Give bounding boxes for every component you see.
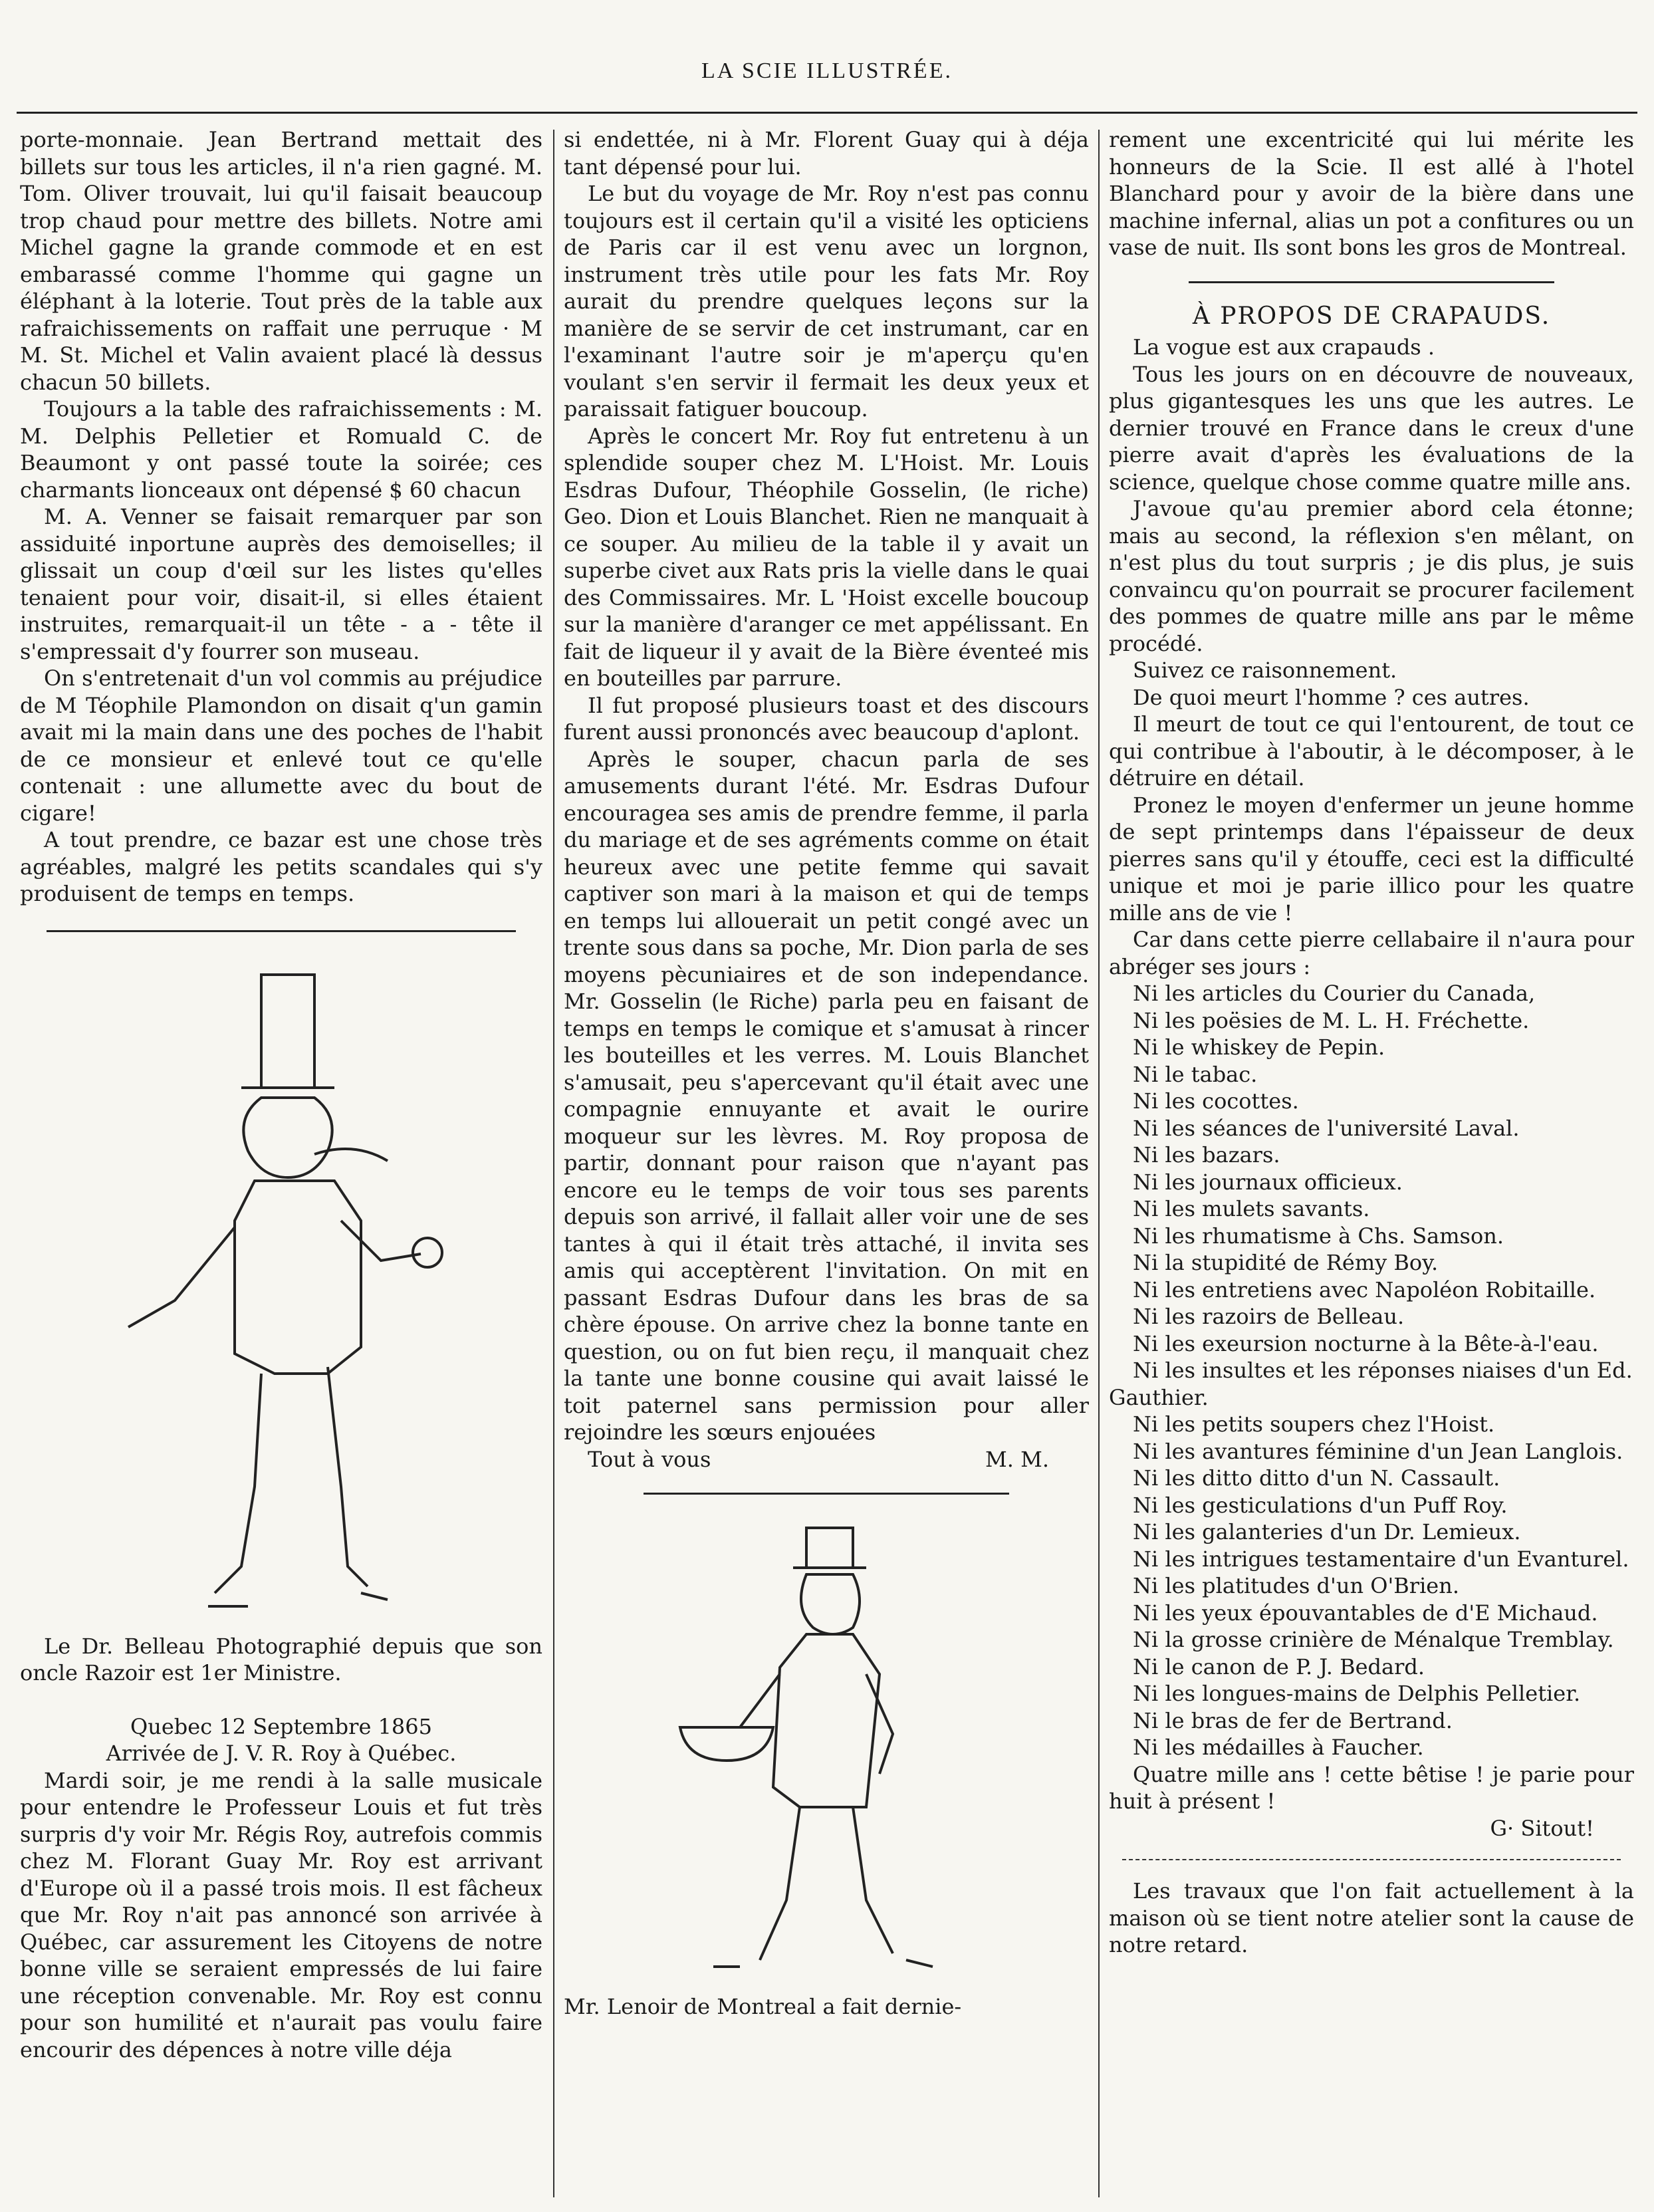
column-divider: [553, 130, 554, 2197]
paragraph: On s'entretenait d'un vol commis au préjudice de M Téophile Plamondon on disait q'un gamin avait mi la main dans une des poches de l'habit de ce monsieur et enlevé tout ce qu'elle contenait : une allumette avec du bout de cigare!: [20, 666, 542, 826]
list-item: Ni les petits soupers chez l'Hoist.: [1133, 1412, 1495, 1437]
list-item: Ni les galanteries d'un Dr. Lemieux.: [1133, 1519, 1521, 1544]
column-2: [564, 126, 1089, 2194]
signoff: [564, 1446, 1089, 1473]
paragraph: Car dans cette pierre cellabaire il n'aura pour abréger ses jours :: [1109, 927, 1634, 979]
list-item: Ni les yeux épouvantables de d'E Michaud.: [1133, 1600, 1598, 1626]
signature: G· Sitout!: [1490, 1815, 1594, 1841]
signoff-text: Tout à vous: [588, 1446, 711, 1472]
paragraph: A tout prendre, ce bazar est une chose très agréables, malgré les petits scandales qui s'y produisent de temps en temps.: [20, 827, 542, 906]
masthead: LA SCIE ILLUSTRÉE.: [701, 59, 953, 83]
list-item: Ni les rhumatisme à Chs. Samson.: [1133, 1223, 1504, 1249]
column-3: [1109, 126, 1634, 2194]
paragraph: rement une excentricité qui lui mérite les honneurs de la Scie. Il est allé à l'hotel Blanchard pour y avoir de la bière dans une machine infernal, alias un pot a confitures ou un vase de nuit. Ils sont bons les gros de Montreal.: [1109, 127, 1634, 260]
paragraph: Il fut proposé plusieurs toast et des discours furent aussi prononcés avec beaucoup d'aplont.: [564, 692, 1089, 745]
list-item: Ni les médailles à Faucher.: [1133, 1735, 1424, 1760]
list-item: Ni les gesticulations d'un Puff Roy.: [1133, 1492, 1508, 1518]
paragraph: Le but du voyage de Mr. Roy n'est pas connu toujours est il certain qu'il a visité les opticiens de Paris car il est venu avec un lorgnon, instrument très utile pour les fats Mr. Roy aurait du prendre quelques leçons sur la manière de se servir de cet instrumant, car en l'examinant l'autre soir je m'aperçu qu'en voulant s'en servir il fermait les deux yeux et paraissait fatiguer boucoup.: [564, 181, 1089, 422]
list-item: Ni le bras de fer de Bertrand.: [1133, 1707, 1453, 1733]
section-rule: [644, 1493, 1009, 1495]
paragraph: De quoi meurt l'homme ? ces autres.: [1133, 684, 1530, 710]
paragraph: Tous les jours on en découvre de nouveaux, plus gigantesques les uns que les autres. Le dernier trouvé en France dans le creux d'une pierre avait d'après les évaluations de la science, quelque chose comme quatre mille ans.: [1109, 361, 1634, 495]
paragraph: Les travaux que l'on fait actuellement à la maison où se tient notre atelier sont la cause de notre retard.: [1109, 1878, 1634, 1957]
list-item: Ni les platitudes d'un O'Brien.: [1133, 1573, 1460, 1598]
section-rule: [47, 930, 516, 932]
list-item: Ni les exeursion nocturne à la Bête-à-l'eau.: [1133, 1330, 1599, 1356]
list-item: Ni le canon de P. J. Bedard.: [1133, 1654, 1425, 1679]
list-item: Ni les journaux officieux.: [1133, 1169, 1403, 1195]
paragraph: J'avoue qu'au premier abord cela étonne; mais au second, la réflexion s'en mêlant, on n'est plus du tout surpris ; je dis plus, je suis convaincu qu'on pourrait se procurer facilement des pommes de quatre mille ans par le même procédé.: [1109, 496, 1634, 656]
paragraph: Mr. Lenoir de Montreal a fait dernie-: [564, 1994, 962, 2019]
list-item: Ni les articles du Courier du Canada,: [1133, 981, 1536, 1006]
list-item: Ni le tabac.: [1133, 1061, 1258, 1087]
paragraph: Pronez le moyen d'enfermer un jeune homme de sept printemps dans l'épaisseur de deux pierres sans qu'il y étouffe, ceci est la difficulté unique et moi je parie illico pour les quatre mille ans de vie !: [1109, 792, 1634, 925]
paragraph: Quatre mille ans ! cette bêtise ! je parie pour huit à présent !: [1109, 1761, 1634, 1814]
list-item: Ni les mulets savants.: [1133, 1196, 1370, 1221]
list-item: Ni les entretiens avec Napoléon Robitaille.: [1133, 1277, 1596, 1302]
list-item: Ni la stupidité de Rémy Boy.: [1133, 1250, 1439, 1275]
list-item: Ni les intrigues testamentaire d'un Evanturel.: [1133, 1546, 1629, 1572]
paragraph: Suivez ce raisonnement.: [1133, 658, 1397, 683]
section-rule: [1189, 281, 1554, 283]
paragraph: Après le souper, chacun parla de ses amusements durant l'été. Mr. Esdras Dufour encouragea ses amis de prendre femme, il parla du mariage et de ses agréments comme on était heureux avec une petite femme qui savait captiver son mari à la maison et qui de temps en temps lui allouerait un petit congé avec un trente sous dans sa poche, Mr. Dion parla de ses moyens pècuniaires et de son independance. Mr. Gosselin (le Riche) parla peu en faisant de temps en temps le comique et s'amusat à rincer les bouteilles et les verres. M. Louis Blanchet s'amusait, peu s'apercevant qu'il était avec une compagnie ennuyante et avait le ourire moqueur sur les lèvres. M. Roy proposa de partir, donnant pour raison que n'ayant pas encore eu le temps de voir tous ses parents depuis son arrivé, il fallait aller voir une de ses tantes à qui il était très attaché, il invita ses amis qui acceptèrent l'invitation. On mit en passant Esdras Dufour dans les bras de sa chère épouse. On arrive chez la bonne tante en question, ou on fut bien reçu, il manquait chez la tante une bonne cousine qui avait laissé le toit paternel sans permission pour aller rejoindre les sœurs enjouées: [564, 746, 1089, 1445]
paragraph: Toujours a la table des rafraichissements : M. M. Delphis Pelletier et Romuald C. de Beaumont y ont passé toute la soirée; ces charmants lionceaux ont dépensé $ 60 chacun: [20, 396, 542, 503]
illustration-caption: Le Dr. Belleau Photographié depuis que son oncle Razoir est 1er Ministre.: [20, 1633, 542, 1685]
list-item: Ni les insultes et les réponses niaises d'un Ed. Gauthier.: [1109, 1358, 1633, 1410]
article-heading: À PROPOS DE CRAPAUDS.: [1192, 302, 1551, 330]
list-item: Ni les bazars.: [1133, 1142, 1280, 1167]
paragraph: Après le concert Mr. Roy fut entretenu à un splendide souper chez M. L'Hoist. Mr. Louis Esdras Dufour, Théophile Gosselin, (le riche) Geo. Dion et Louis Blanchet. Rien ne manquait à ce souper. Au milieu de la table il y avait un superbe civet aux Rats pris la vielle dans le quai des Commissaires. Mr. L 'Hoist excelle boucoup sur la manière d'aranger ce met appélissant. En fait de liqueur il y avait de la Bière éventeé mis en bouteilles par parrure.: [564, 423, 1089, 691]
list-item: Ni les longues-mains de Delphis Pelletier.: [1133, 1681, 1581, 1706]
paragraph: M. A. Venner se faisait remarquer par son assiduité inportune auprès des demoiselles; il glissait un coup d'œil sur les listes qu'elles tenaient pour voir, disait-il, si elles étaient instruites, remarquait-il un tête - a - tête il s'empressait d'y fourrer son museau.: [20, 504, 542, 664]
section-rule: [1122, 1859, 1621, 1860]
paragraph: si endettée, ni à Mr. Florent Guay qui à déja tant dépensé pour lui.: [564, 127, 1089, 180]
masthead-rule: [17, 112, 1637, 114]
paragraph: Il meurt de tout ce qui l'entourent, de tout ce qui contribue à l'aboutir, à le décomposer, à le détruire en détail.: [1109, 711, 1634, 791]
list-item: Ni le whiskey de Pepin.: [1133, 1035, 1385, 1060]
list-item: Ni la grosse crinière de Ménalque Tremblay.: [1133, 1627, 1614, 1652]
paragraph: porte-monnaie. Jean Bertrand mettait des billets sur tous les articles, il n'a rien gagné. M. Tom. Oliver trouvait, lui qu'il faisait beaucoup trop chaud pour mettre des billets. Notre ami Michel gagne la grande commode et en est embarassé comme l'homme qui gagne un éléphant à la loterie. Tout près de la table aux rafraichissements on raffait une perruque · M M. St. Michel et Valin avaient placé là dessus chacun 50 billets.: [20, 127, 542, 395]
article-subhead: Arrivée de J. V. R. Roy à Québec.: [106, 1741, 457, 1766]
illustration-man-with-pot: [653, 1515, 999, 1980]
illustration-gentleman-top-hat: [95, 955, 467, 1620]
list-item: Ni les cocottes.: [1133, 1088, 1299, 1114]
list-item: Ni les poësies de M. L. H. Fréchette.: [1133, 1007, 1530, 1033]
paragraph: La vogue est aux crapauds .: [1133, 334, 1435, 360]
list-item: Ni les séances de l'université Laval.: [1133, 1115, 1520, 1141]
column-divider: [1098, 130, 1100, 2197]
column-1: [20, 126, 542, 2194]
dateline: Quebec 12 Septembre 1865: [130, 1713, 432, 1739]
paragraph: Mardi soir, je me rendi à la salle musicale pour entendre le Professeur Louis et fut très surpris d'y voir Mr. Régis Roy, autrefois commis chez M. Florant Guay Mr. Roy est arrivant d'Europe où il a passé trois mois. Il est fâcheux que Mr. Roy n'ait pas annoncé son arrivée à Québec, car assurement les Citoyens de notre bonne ville se seraient empressés de lui faire une réception convenable. Mr. Roy est connu pour son humilité et n'aurait pas voulu faire encourir des dépences à notre ville déja: [20, 1767, 542, 2062]
list-item: Ni les avantures féminine d'un Jean Langlois.: [1133, 1438, 1623, 1464]
list: [1109, 980, 1634, 1761]
list-item: Ni les razoirs de Belleau.: [1133, 1304, 1405, 1329]
signoff-initials: M. M.: [985, 1446, 1049, 1472]
list-item: Ni les ditto ditto d'un N. Cassault.: [1133, 1465, 1500, 1491]
